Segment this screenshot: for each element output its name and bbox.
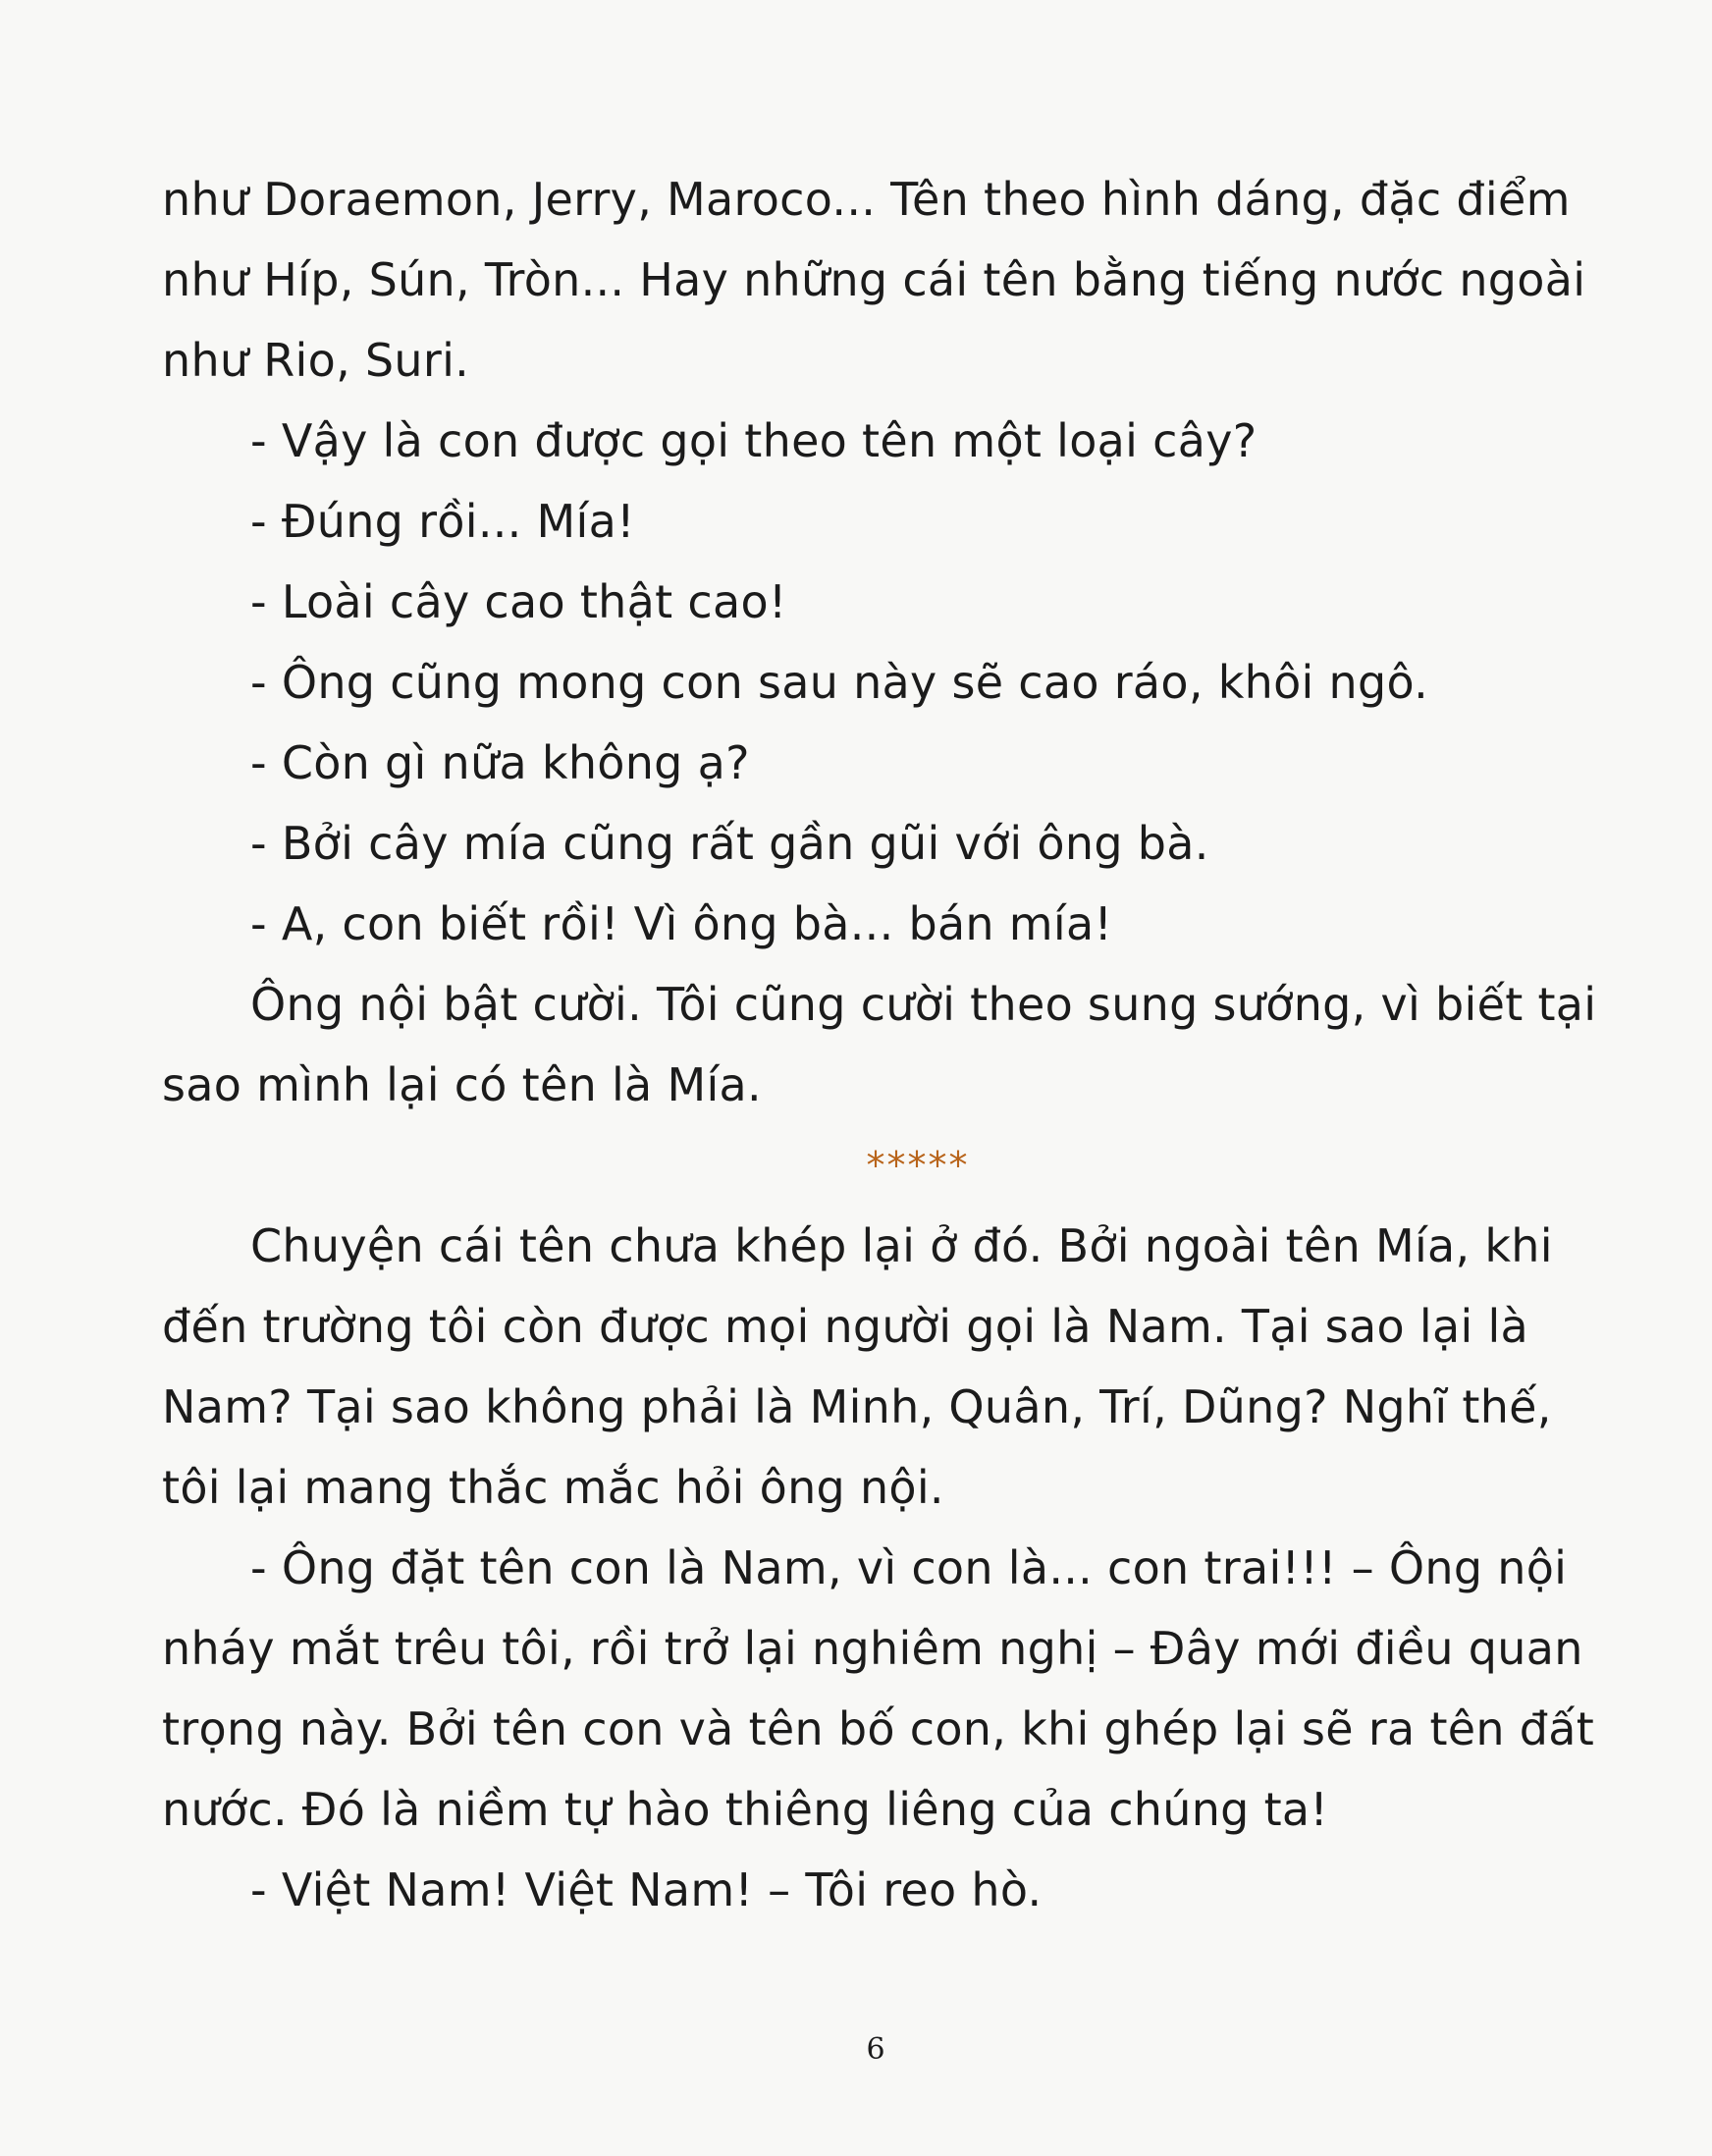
text-line-5: sao mình lại có tên là Mía. <box>162 1058 762 1111</box>
dialogue-line-3: - Loài cây cao thật cao! <box>250 575 787 628</box>
text-line-1: như Doraemon, Jerry, Maroco... Tên theo hình dáng, đặc điểm <box>162 173 1571 226</box>
text-line-3: như Rio, Suri. <box>162 334 470 387</box>
text-line-11: trọng này. Bởi tên con và tên bố con, khi ghép lại sẽ ra tên đất <box>162 1702 1595 1755</box>
dialogue-line-5: - Còn gì nữa không ạ? <box>250 736 750 789</box>
text-line-6: Chuyện cái tên chưa khép lại ở đó. Bởi ngoài tên Mía, khi <box>250 1219 1553 1272</box>
dialogue-line-1: - Vậy là con được gọi theo tên một loại cây? <box>250 414 1257 467</box>
dialogue-line-7: - A, con biết rồi! Vì ông bà... bán mía! <box>250 897 1113 950</box>
dialogue-line-9: - Việt Nam! Việt Nam! – Tôi reo hò. <box>250 1863 1043 1916</box>
text-line-12: nước. Đó là niềm tự hào thiêng liêng của chúng ta! <box>162 1783 1329 1836</box>
text-line-10: nháy mắt trêu tôi, rồi trở lại nghiêm nghị – Đây mới điều quan <box>162 1622 1583 1675</box>
text-line-9: tôi lại mang thắc mắc hỏi ông nội. <box>162 1461 944 1514</box>
dialogue-line-8: - Ông đặt tên con là Nam, vì con là... con trai!!! – Ông nội <box>250 1541 1568 1594</box>
dialogue-line-4: - Ông cũng mong con sau này sẽ cao ráo, khôi ngô. <box>250 656 1429 709</box>
dialogue-line-2: - Đúng rồi... Mía! <box>250 495 635 548</box>
text-line-4: Ông nội bật cười. Tôi cũng cười theo sung sướng, vì biết tại <box>250 978 1597 1031</box>
story-text <box>162 159 1634 1930</box>
dialogue-line-6: - Bởi cây mía cũng rất gần gũi với ông bà. <box>250 817 1209 870</box>
text-line-8: Nam? Tại sao không phải là Minh, Quân, Trí, Dũng? Nghĩ thế, <box>162 1380 1552 1433</box>
text-line-7: đến trường tôi còn được mọi người gọi là Nam. Tại sao lại là <box>162 1300 1529 1353</box>
page-number: 6 <box>866 2032 885 2067</box>
section-separator: ***** <box>866 1144 970 1187</box>
text-line-2: như Híp, Sún, Tròn... Hay những cái tên bằng tiếng nước ngoài <box>162 253 1586 306</box>
